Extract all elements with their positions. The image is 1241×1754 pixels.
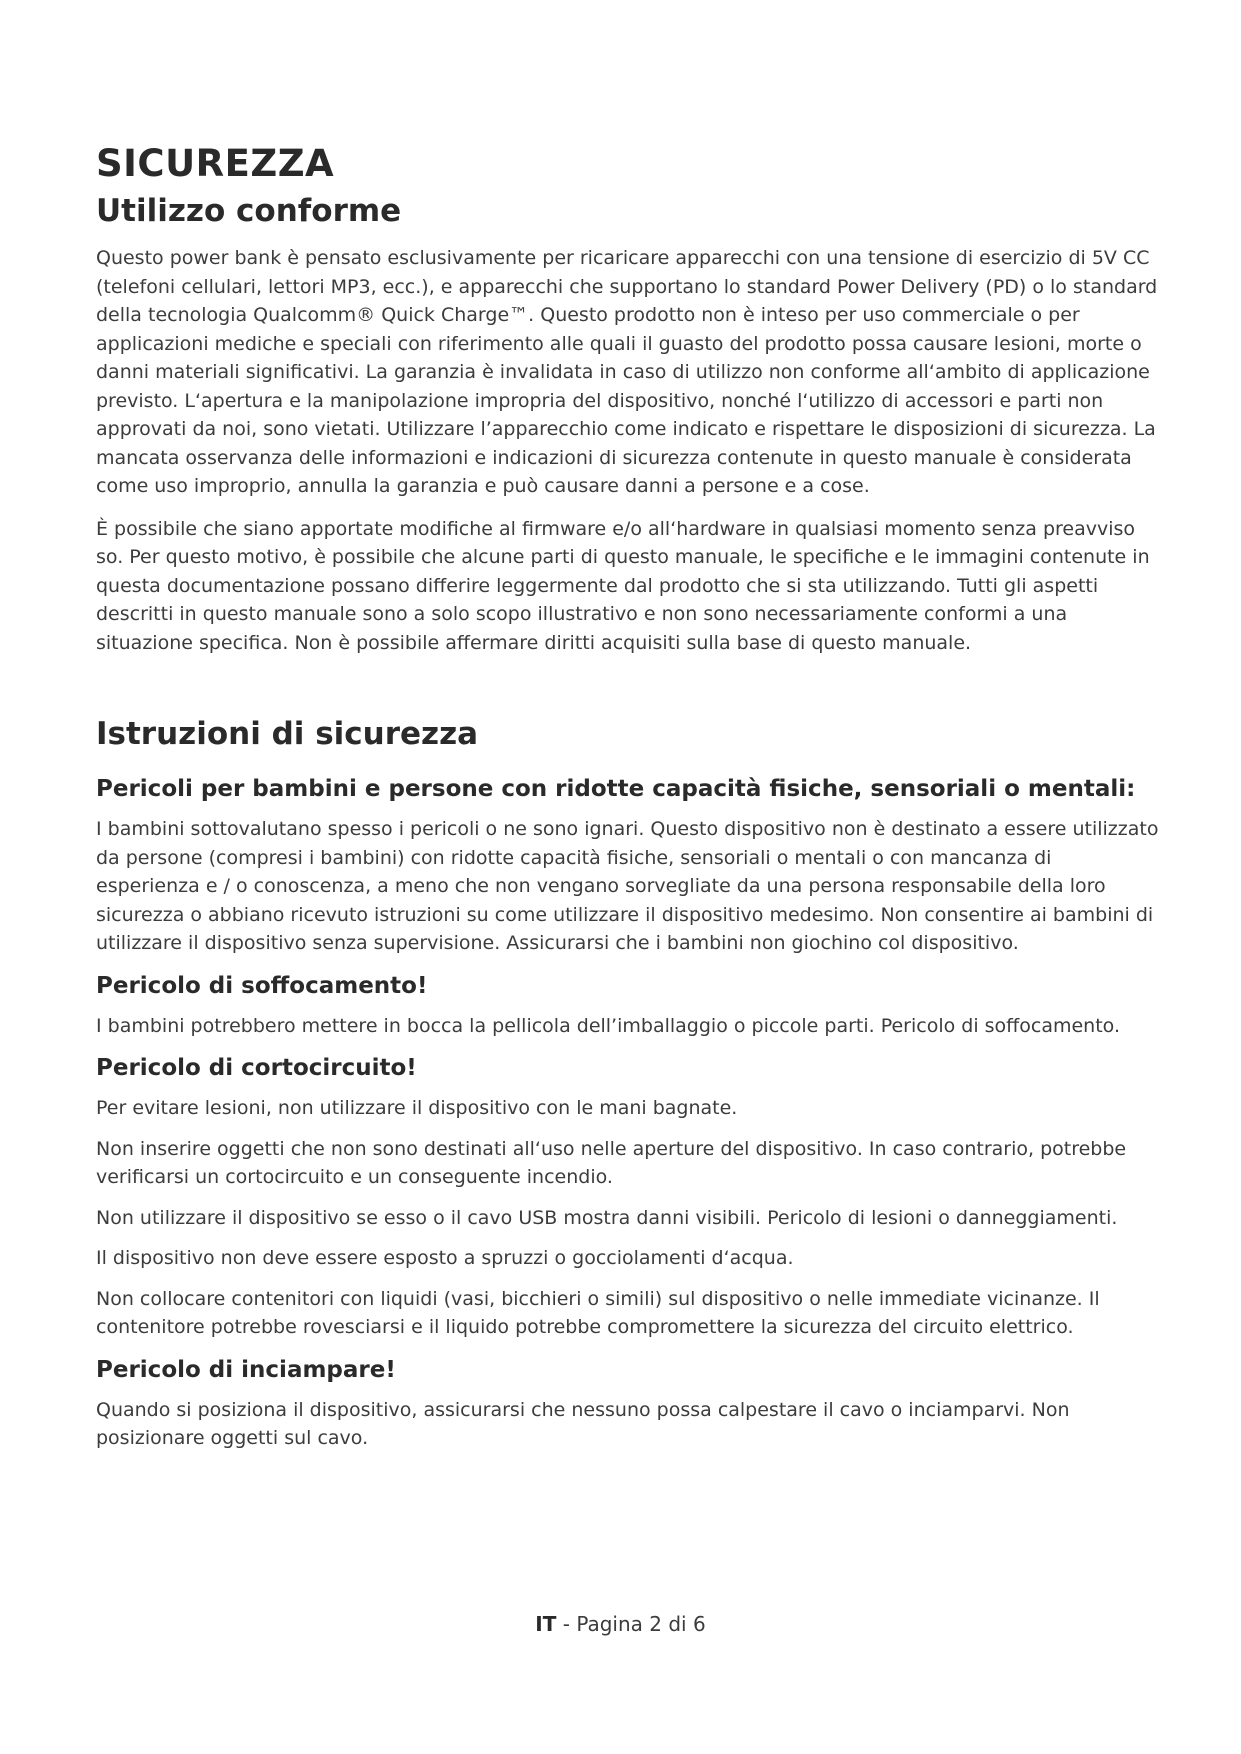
suffocation-hazard-title: Pericolo di soffocamento! xyxy=(96,972,428,999)
footer-page-number: - Pagina 2 di 6 xyxy=(556,1612,706,1636)
document-page xyxy=(96,140,1160,1465)
suffocation-hazard-text: I bambini potrebbero mettere in bocca la pellicola dell’imballaggio o piccole parti. Pericolo di soffocamento. xyxy=(96,1014,1121,1037)
short-circuit-text-5: Non collocare contenitori con liquidi (vasi, bicchieri o simili) sul dispositivo o nelle immediate vicinanze. Il contenitore potrebbe rovesciarsi e il liquido potrebbe compromettere la sicurezza del circuito elettrico. xyxy=(96,1287,1100,1338)
firmware-notice-paragraph: È possibile che siano apportate modifiche al firmware e/o all‘hardware in qualsiasi momento senza preavviso so. Per questo motivo, è possibile che alcune parti di questo manuale, le specifiche e le immagini contenute in questa documentazione possano differire leggermente dal prodotto che si sta utilizzando. Tutti gli aspetti descritti in questo manuale sono a solo scopo illustrativo e non sono necessariamente conformi a una situazione specifica. Non è possibile affermare diritti acquisiti sulla base di questo manuale. xyxy=(96,517,1150,654)
short-circuit-text-1: Per evitare lesioni, non utilizzare il dispositivo con le mani bagnate. xyxy=(96,1097,738,1119)
section-title: SICUREZZA xyxy=(96,142,335,185)
intended-use-title: Utilizzo conforme xyxy=(96,193,402,229)
short-circuit-text-4: Il dispositivo non deve essere esposto a spruzzi o gocciolamenti d‘acqua. xyxy=(96,1247,794,1269)
children-hazard-text: I bambini sottovalutano spesso i pericoli o ne sono ignari. Questo dispositivo non è destinato a essere utilizzato da persone (compresi i bambini) con ridotte capacità fisiche, sensoriali o mentali o con mancanza di esperienza e / o conoscenza, a meno che non vengano sorvegliate da una persona responsabile della loro sicurezza o abbiano ricevuto istruzioni su come utilizzare il dispositivo medesimo. Non consentire ai bambini di utilizzare il dispositivo senza supervisione. Assicurarsi che i bambini non giochino col dispositivo. xyxy=(96,818,1159,954)
short-circuit-text-2: Non inserire oggetti che non sono destinati all‘uso nelle aperture del dispositivo. In caso contrario, potrebbe verificarsi un cortocircuito e un conseguente incendio. xyxy=(96,1137,1127,1188)
page-footer xyxy=(0,1612,1241,1636)
intended-use-paragraph: Questo power bank è pensato esclusivamente per ricaricare apparecchi con una tensione di esercizio di 5V CC (telefoni cellulari, lettori MP3, ecc.), e apparecchi che supportano lo standard Power Delivery (PD) o lo standard della tecnologia Qualcomm® Quick Charge™. Questo prodotto non è inteso per uso commerciale o per applicazioni mediche e speciali con riferimento alle quali il guasto del prodotto possa causare lesioni, morte o danni materiali significativi. La garanzia è invalidata in caso di utilizzo non conforme all‘ambito di applicazione previsto. L‘apertura e la manipolazione impropria del dispositivo, nonché l‘utilizzo di accessori e parti non approvati da noi, sono vietati. Utilizzare l’apparecchio come indicato e rispettare le disposizioni di sicurezza. La mancata osservanza delle informazioni e indicazioni di sicurezza contenute in questo manuale è considerata come uso improprio, annulla la garanzia e può causare danni a persone e a cose. xyxy=(96,247,1158,497)
safety-instructions-title: Istruzioni di sicurezza xyxy=(96,716,479,752)
tripping-hazard-title: Pericolo di inciampare! xyxy=(96,1356,396,1383)
short-circuit-text-3: Non utilizzare il dispositivo se esso o il cavo USB mostra danni visibili. Pericolo di lesioni o danneggiamenti. xyxy=(96,1206,1118,1229)
short-circuit-hazard-title: Pericolo di cortocircuito! xyxy=(96,1055,417,1081)
footer-language-code: IT xyxy=(535,1612,557,1636)
children-hazard-title: Pericoli per bambini e persone con ridotte capacità fisiche, sensoriali o mentali: xyxy=(96,776,1136,802)
tripping-hazard-text: Quando si posiziona il dispositivo, assicurarsi che nessuno possa calpestare il cavo o inciamparvi. Non posizionare oggetti sul cavo. xyxy=(96,1398,1070,1449)
